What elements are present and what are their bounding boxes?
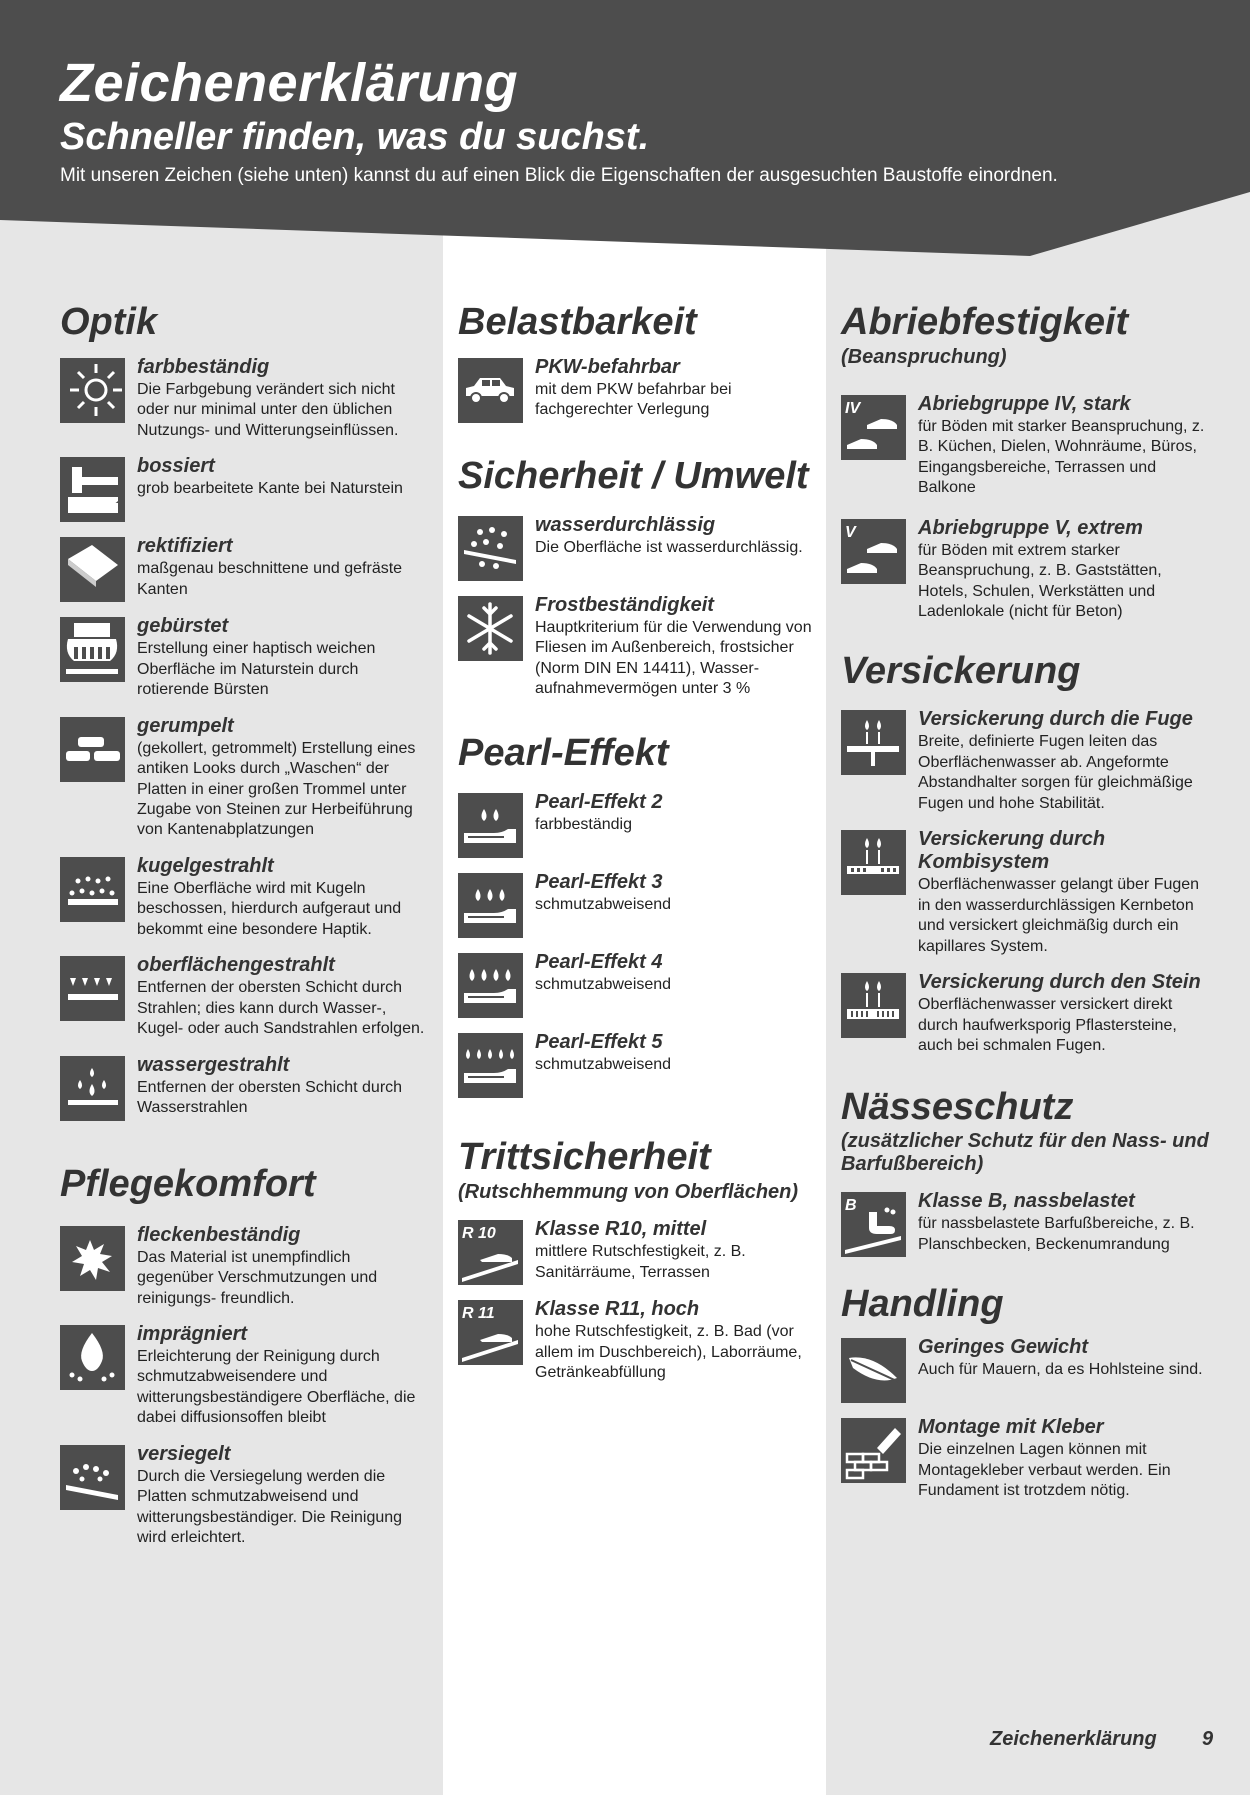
item-title: Geringes Gewicht [918, 1336, 1089, 1359]
section-optik-title: Optik [60, 301, 158, 343]
section-tritt-title: Trittsicherheit [458, 1136, 711, 1179]
surface-blast-icon [60, 956, 125, 1021]
barefoot-icon [841, 1192, 906, 1257]
legend-item-abrieb-v [841, 517, 1211, 623]
item-description: Erleichterung der Reinigung durch schmutzabweisendere und witterungsbeständigere Oberfläche, die dabei diffusionsoffen bleibt [137, 1347, 416, 1427]
item-title: Abriebgruppe IV, stark [918, 392, 1131, 415]
section-pflege-title: Pflegekomfort [60, 1162, 316, 1205]
section-belast-title: Belastbarkeit [458, 301, 697, 343]
item-title: Versickerung durch den Stein [918, 971, 1201, 994]
item-description: Hauptkriterium für die Verwendung von Fliesen im Außenbereich, frostsicher (Norm DIN EN 14411), Wasser- aufnahmevermögen unter 3 % [535, 618, 812, 697]
item-description: Oberflächenwasser versickert direkt durch haufwerksporig Pflastersteine, auch bei schmalen Fugen. [918, 996, 1177, 1055]
item-title: versiegelt [137, 1442, 231, 1465]
item-title: wassergestrahlt [137, 1053, 290, 1076]
sealed-icon [60, 1445, 125, 1510]
item-description: Entfernen der obersten Schicht durch Wasserstrahlen [137, 1078, 403, 1117]
item-description: Auch für Mauern, da es Hohlsteine sind. [918, 1361, 1203, 1379]
item-description: mit dem PKW befahrbar bei fachgerechter Verlegung [535, 380, 732, 419]
item-description: mittlere Rutschfestigkeit, z. B. Sanitärräume, Terrassen [535, 1243, 746, 1281]
chisel-icon [60, 457, 125, 522]
item-description: Die Farbgebung verändert sich nicht oder nur minimal unter den üblichen Nutzungs- und Witterungseinflüssen. [137, 380, 399, 439]
section-handling-title: Handling [841, 1283, 1004, 1326]
shot-blast-icon [60, 857, 125, 922]
section-naesse-title: Nässeschutz [841, 1085, 1074, 1128]
item-description: maßgenau beschnittene und gefräste Kanten [137, 560, 403, 598]
legend-item-r11 [458, 1298, 828, 1383]
legend-item-kugelgestrahlt [60, 855, 430, 940]
pearl-2-icon [458, 793, 523, 858]
section-pearl-title: Pearl-Effekt [458, 732, 669, 775]
column-middle [458, 302, 828, 1383]
legend-item-oberflaechengestrahlt [60, 954, 430, 1039]
item-title: Pearl-Effekt 2 [535, 791, 663, 814]
item-description: Entfernen der obersten Schicht durch Strahlen; dies kann durch Wasser-, Kugel- oder auch Sandstrahlen erfolgen. [137, 979, 425, 1038]
item-title: Versickerung durch die Fuge [918, 708, 1193, 731]
legend-item-versick-fuge [841, 708, 1211, 814]
item-description: schmutzabweisend [535, 896, 672, 914]
section-naesse-subtitle: (zusätzlicher Schutz für den Nass- und Barfußbereich) [841, 1130, 1209, 1176]
stone-seepage-icon [841, 973, 906, 1038]
car-icon [458, 358, 523, 423]
item-title: Versickerung durch Kombisystem [918, 828, 1106, 874]
badge-text: R 10 [462, 1225, 496, 1243]
sun-icon [60, 358, 125, 423]
brush-icon [60, 617, 125, 682]
legend-item-versick-kombi [841, 828, 1211, 957]
item-title: Pearl-Effekt 4 [535, 951, 663, 974]
item-description: für Böden mit extrem starker Beanspruchung, z. B. Gaststätten, Hotels, Schulen, Werkstätten und Ladenlokale (nicht für Beton) [918, 541, 1162, 621]
legend-item-pkw [458, 356, 828, 422]
legend-item-versiegelt [60, 1443, 430, 1549]
item-description: schmutzabweisend [535, 1056, 672, 1074]
snowflake-icon [458, 596, 523, 661]
item-description: für Böden mit starker Beanspruchung, z. B. Küchen, Dielen, Wohnräume, Büros, Eingangsbereiche, Terrassen und Balkone [918, 417, 1205, 497]
legend-item-rektifiziert [60, 535, 430, 601]
item-description: (gekollert, getrommelt) Erstellung eines antiken Looks durch „Waschen“ der Platten in einer großen Trommel unter Zugabe von Steinen zur Herbeiführung von Kantenabplatzungen [137, 739, 416, 839]
tumbled-stones-icon [60, 717, 125, 782]
section-abrieb-subtitle: (Beanspruchung) [841, 345, 1007, 368]
legend-item-abrieb-iv [841, 393, 1211, 499]
pearl-4-icon [458, 953, 523, 1018]
item-title: farbbeständig [137, 355, 270, 378]
glue-icon [841, 1418, 906, 1483]
item-description: für nassbelastete Barfußbereiche, z. B. Planschbecken, Beckenumrandung [918, 1215, 1195, 1253]
combi-seepage-icon [841, 830, 906, 895]
pearl-5-icon [458, 1033, 523, 1098]
item-title: Frostbeständigkeit [535, 593, 714, 616]
legend-item-gewicht [841, 1336, 1211, 1402]
shoe-slope-icon [458, 1220, 523, 1285]
section-abrieb-title: Abriebfestigkeit [841, 301, 1129, 343]
badge-text: R 11 [462, 1305, 495, 1323]
legend-item-pearl-5 [458, 1031, 828, 1097]
item-title: oberflächengestrahlt [137, 954, 335, 977]
legend-item-impraegniert [60, 1323, 430, 1429]
legend-item-pearl-2 [458, 791, 828, 857]
shoes-icon [841, 519, 906, 584]
item-title: Pearl-Effekt 3 [535, 871, 663, 894]
legend-item-bossiert [60, 455, 430, 521]
item-title: gerumpelt [137, 714, 234, 737]
item-title: rektifiziert [137, 535, 233, 558]
badge-text: IV [845, 399, 861, 417]
item-title: gebürstet [137, 615, 229, 638]
item-title: kugelgestrahlt [137, 854, 274, 877]
column-right [841, 302, 1211, 1502]
legend-item-gerumpelt [60, 715, 430, 841]
stain-icon [60, 1226, 125, 1291]
drop-icon [60, 1325, 125, 1390]
legend-item-pearl-3 [458, 871, 828, 937]
water-blast-icon [60, 1056, 125, 1121]
permeable-icon [458, 516, 523, 581]
page-title: Zeichenerklärung [60, 53, 519, 113]
legend-item-wasserdurchlaessig [458, 514, 828, 580]
legend-item-farbbestaendig [60, 356, 430, 441]
item-title: Klasse B, nassbelastet [918, 1190, 1135, 1213]
item-description: Eine Oberfläche wird mit Kugeln beschossen, hierdurch aufgeraut und bekommt eine besondere Haptik. [137, 879, 402, 938]
item-description: hohe Rutschfestigkeit, z. B. Bad (vor allem im Duschbereich), Laborräume, Getränkeabfüllung [535, 1323, 802, 1381]
legend-item-r10 [458, 1218, 828, 1284]
item-description: Die Oberfläche ist wasserdurchlässig. [535, 538, 803, 556]
joint-seepage-icon [841, 710, 906, 775]
item-title: fleckenbeständig [137, 1223, 301, 1246]
page-intro: Mit unseren Zeichen (siehe unten) kannst du auf einen Blick die Eigenschaften der ausgesuchten Baustoffe einordnen. [60, 165, 1058, 186]
footer-label: Zeichenerklärung [990, 1728, 1157, 1750]
badge-text: B [845, 1197, 857, 1215]
column-left [60, 302, 430, 1549]
item-title: bossiert [137, 455, 215, 478]
item-title: Montage mit Kleber [918, 1416, 1104, 1439]
section-sicherheit-title: Sicherheit / Umwelt [458, 454, 809, 497]
item-description: Die einzelnen Lagen können mit Montagekleber verbaut werden. Ein Fundament ist trotzdem nötig. [918, 1441, 1171, 1500]
item-title: Abriebgruppe V, extrem [918, 516, 1143, 539]
section-tritt-subtitle: (Rutschhemmung von Oberflächen) [458, 1181, 799, 1204]
tile-edge-icon [60, 537, 125, 602]
item-description: Oberflächenwasser gelangt über Fugen in den wasserdurchlässigen Kernbeton und versickert gleichmäßig durch ein kapillares System. [918, 876, 1200, 955]
item-title: PKW-befahrbar [535, 355, 680, 378]
page-subtitle: Schneller finden, was du suchst. [60, 116, 650, 158]
legend-item-kleber [841, 1416, 1211, 1501]
item-description: Breite, definierte Fugen leiten das Oberflächenwasser ab. Angeformte Abstandhalter sorgen für gleichmäßige Fugen und hohe Stabilität. [918, 733, 1193, 812]
item-description: Das Material ist unempfindlich gegenüber Verschmutzungen und reinigungs- freundlich. [137, 1248, 378, 1307]
section-versick-title: Versickerung [841, 649, 1081, 692]
legend-item-versick-stein [841, 971, 1211, 1056]
shoe-slope-icon [458, 1300, 523, 1365]
legend-item-fleckenbestaendig [60, 1224, 430, 1309]
legend-item-frost [458, 594, 828, 700]
item-title: imprägniert [137, 1322, 248, 1345]
page-number: 9 [1202, 1728, 1214, 1750]
legend-item-wassergestrahlt [60, 1054, 430, 1120]
item-title: Klasse R11, hoch [535, 1298, 700, 1321]
legend-item-klasse-b [841, 1190, 1211, 1256]
badge-text: V [845, 523, 856, 541]
item-description: Durch die Versiegelung werden die Platten schmutzabweisend und witterungsbeständiger. Die Reinigung wird erleichtert. [137, 1467, 403, 1547]
page-header [0, 0, 1250, 260]
item-title: Pearl-Effekt 5 [535, 1031, 663, 1054]
pearl-3-icon [458, 873, 523, 938]
legend-item-gebuerstet [60, 615, 430, 700]
item-description: farbbeständig [535, 816, 632, 834]
item-title: Klasse R10, mittel [535, 1218, 707, 1241]
shoes-icon [841, 395, 906, 460]
legend-item-pearl-4 [458, 951, 828, 1017]
item-description: schmutzabweisend [535, 976, 672, 994]
feather-icon [841, 1338, 906, 1403]
item-description: grob bearbeitete Kante bei Naturstein [137, 480, 403, 498]
item-description: Erstellung einer haptisch weichen Oberfläche im Naturstein durch rotierende Bürsten [137, 640, 376, 699]
item-title: wasserdurchlässig [535, 513, 716, 536]
